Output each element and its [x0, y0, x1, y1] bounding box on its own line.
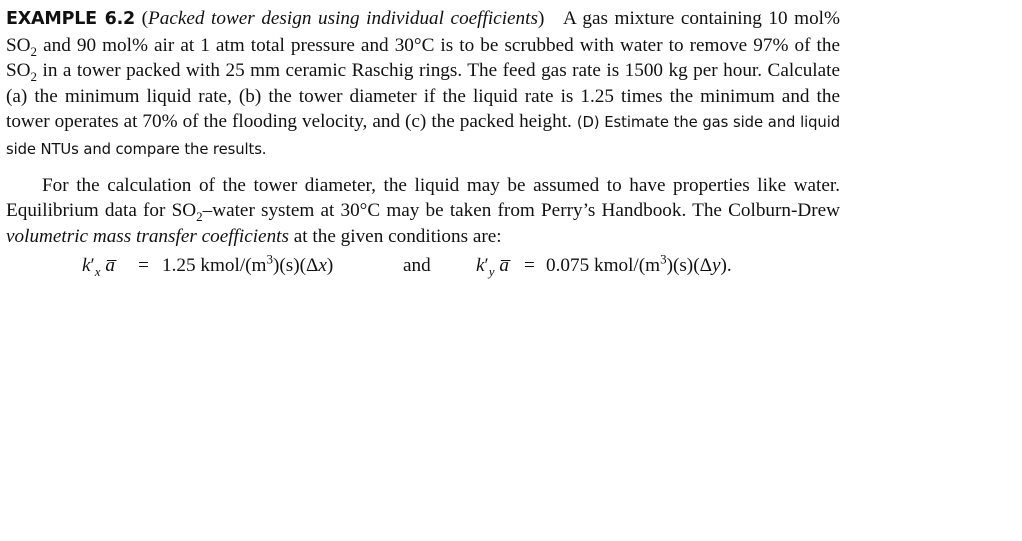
- conditions-text-1: For the calculation of the tower diameter, the liquid may be assumed to have properties like water. Equilibrium data for SO: [6, 174, 840, 222]
- equals-sign-right: =: [524, 255, 535, 277]
- ky-value: 0.075 kmol/$(m^3)(s)(\Delta y)$.: [546, 251, 732, 277]
- subscript-2: 2: [30, 43, 38, 59]
- ky-symbol: $k'_y$ a̅: [476, 255, 509, 280]
- conditions-text-3: at the given conditions are:: [288, 225, 502, 247]
- task-d-text: (D) Estimate the gas side and liquid side NTUs and compare the results.: [6, 114, 840, 158]
- subscript-2: 2: [196, 208, 203, 224]
- kx-value: 1.25 kmol/$(m^3)(s)(\Delta x)$: [162, 251, 334, 277]
- kx-symbol: $k'_x$ a̅: [82, 255, 115, 280]
- subscript-2: 2: [30, 69, 38, 85]
- problem-statement: EXAMPLE 6.2 (Packed tower design using individual coefficients) A gas mixture containing 10 mol% $SO_2$ and 90 mol% air at 1 atm total pressure and 30°C is to be scrubbed with water to remove 97% of the $SO_2$ in a tower packed with 25 mm ceramic Raschig rings. The feed gas rate is 1500 kg per hour. Calculate (a) the minimum liquid rate, (b) the tower diameter if the liquid rate is 1.25 times the minimum and the tower operates at 70% of the flooding velocity, and (c) the packed height. (D) Estimate the gas side and liquid side NTUs and compare the results.: [6, 8, 840, 158]
- example-title: Packed tower design using individual coefficients: [148, 8, 538, 29]
- problem-text-2: and 90 mol% air at 1 atm total pressure and 30°C is to be scrubbed with water to remove 97% of the SO: [6, 34, 840, 82]
- and-connector: and: [403, 255, 431, 277]
- mass-transfer-equation: [6, 253, 840, 283]
- example-document: [6, 6, 840, 283]
- conditions-text-2: –water system at 30°C may be taken from Perry’s Handbook. The Colburn-Drew: [202, 200, 841, 222]
- problem-text-1: A gas mixture containing 10 mol% SO: [6, 8, 840, 56]
- conditions-italic: volumetric mass transfer coefficients: [6, 225, 289, 247]
- example-label: EXAMPLE 6.2: [6, 9, 136, 29]
- conditions-paragraph: [6, 173, 840, 250]
- problem-text-3: in a tower packed with 25 mm ceramic Raschig rings. The feed gas rate is 1500 kg per hour. Calculate (a) the minimum liquid rate, (b) the tower diameter if the liquid rate is 1.25 times the minimum and the tower operates at 70% of the flooding velocity, and (c) the packed height.: [6, 60, 840, 133]
- equals-sign-left: =: [138, 255, 149, 277]
